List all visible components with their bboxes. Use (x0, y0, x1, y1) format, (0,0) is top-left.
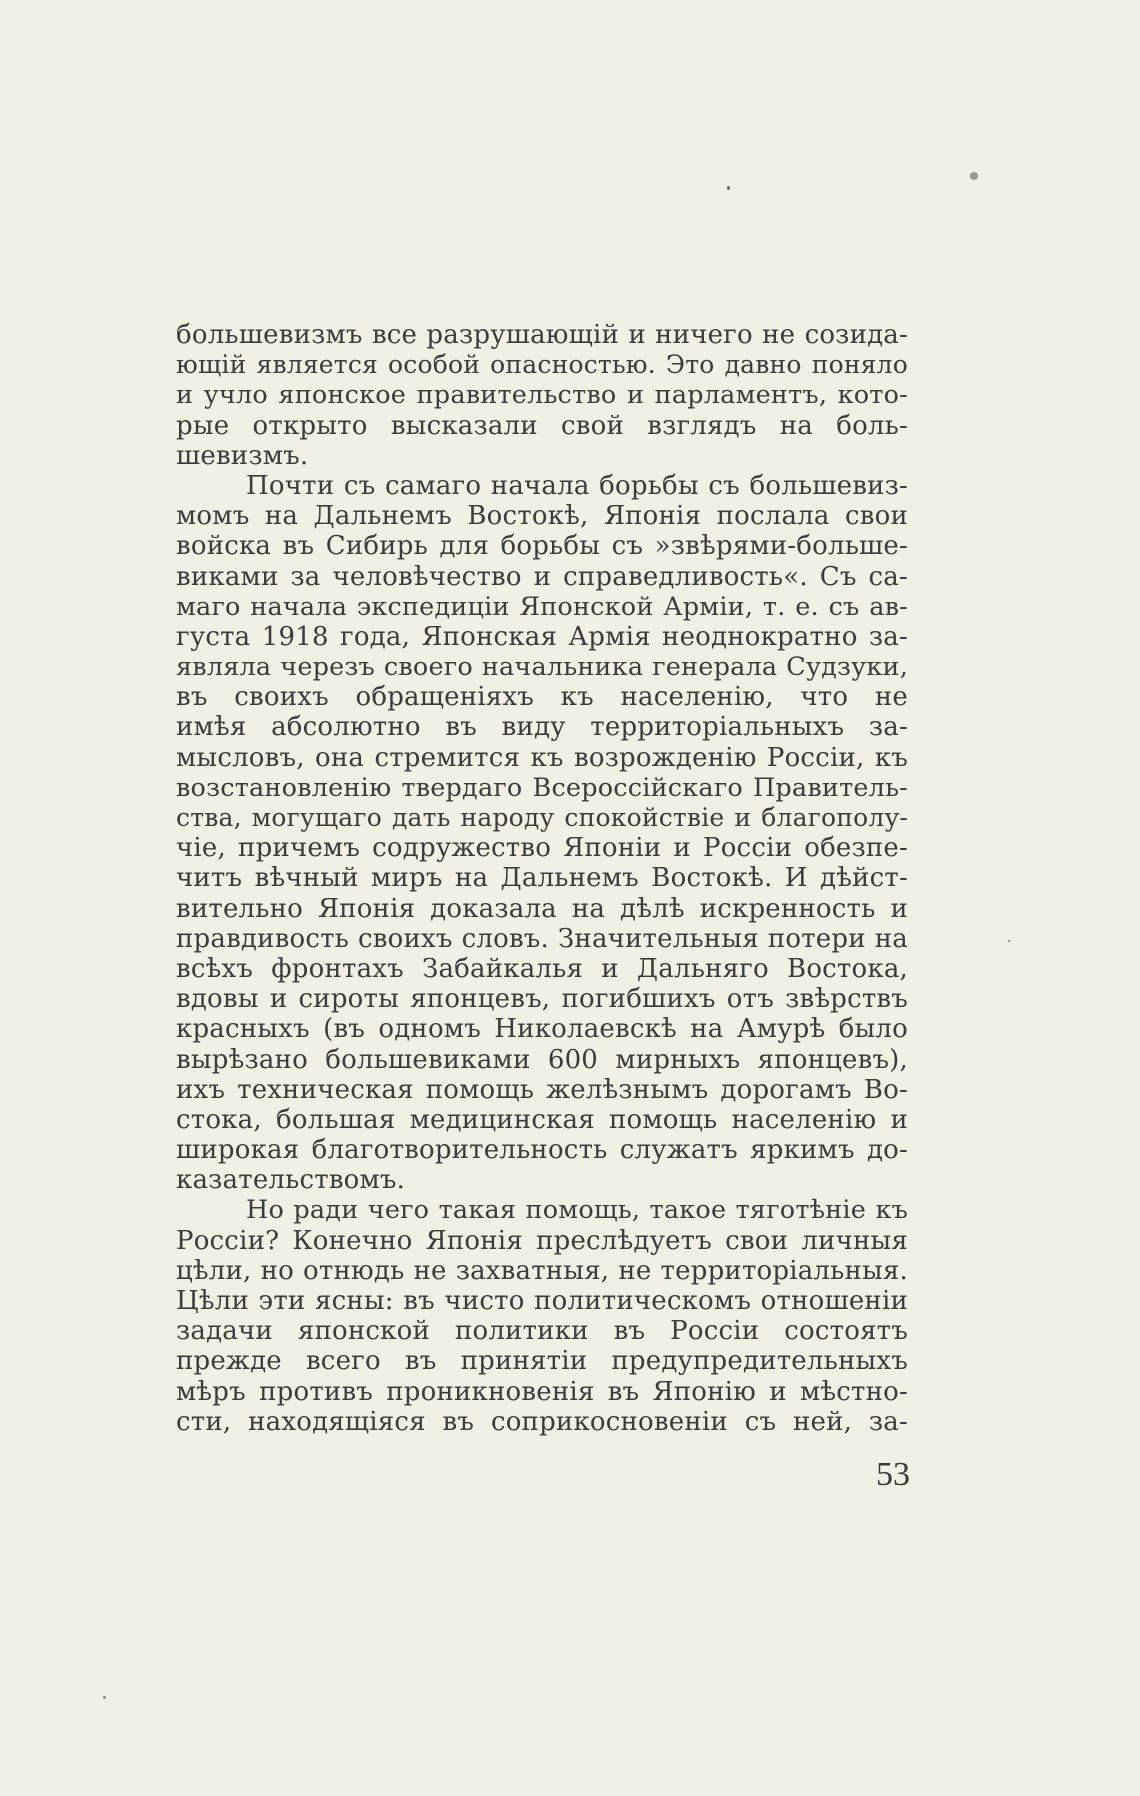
text-line: мысловъ, она стремится къ возрожденію Россіи, къ (176, 742, 908, 773)
text-line: большевизмъ все разрушающій и ничего не созида- (176, 320, 908, 350)
text-line: имѣя абсолютно въ виду территоріальныхъ за- (176, 712, 908, 743)
scan-speck (103, 1696, 106, 1699)
text-line: густа 1918 года, Японская Армія неоднократно за- (176, 621, 908, 652)
text-line: маго начала экспедиціи Японской Арміи, т. е. съ ав- (176, 591, 908, 622)
body-text (176, 320, 908, 1437)
text-line: Почти съ самаго начала борьбы съ большевиз- (246, 470, 908, 501)
text-line: широкая благотворительность служатъ яркимъ до- (176, 1135, 908, 1166)
text-line: ства, могущаго дать народу спокойствіе и благополу- (176, 803, 908, 832)
text-line: прежде всего въ принятіи предупредительныхъ (176, 1346, 908, 1377)
text-line: Россіи? Конечно Японія преслѣдуетъ свои личныя (176, 1225, 908, 1256)
text-line: являла черезъ своего начальника генерала Судзуки, (176, 652, 908, 683)
text-line: казательствомъ. (176, 1165, 406, 1196)
text-line: шевизмъ. (176, 440, 309, 471)
text-line: вдовы и сироты японцевъ, погибшихъ отъ звѣрствъ (176, 984, 908, 1015)
text-line: Цѣли эти ясны: въ чисто политическомъ отношеніи (176, 1286, 908, 1316)
page-number: 53 (876, 1456, 910, 1493)
text-line: всѣхъ фронтахъ Забайкалья и Дальняго Востока, (176, 953, 908, 984)
text-line: чіе, причемъ содружество Японіи и Россіи обезпе- (176, 833, 908, 864)
text-line: вительно Японія доказала на дѣлѣ искренность и (176, 893, 908, 924)
text-line: стока, большая медицинская помощь населенію и (176, 1104, 908, 1135)
text-line: ихъ техническая помощь желѣзнымъ дорогамъ Во- (176, 1074, 908, 1105)
text-line: Но ради чего такая помощь, такое тяготѣніе къ (246, 1195, 908, 1226)
text-line: читъ вѣчный миръ на Дальнемъ Востокѣ. И дѣйст- (176, 863, 908, 894)
text-line: виками за человѣчество и справедливость«. Съ са- (176, 561, 908, 592)
text-line: войска въ Сибирь для борьбы съ »звѣрями-больше- (176, 531, 908, 562)
text-line: рые открыто высказали свой взглядъ на боль- (176, 410, 908, 441)
text-line: момъ на Дальнемъ Востокѣ, Японія послала свои (176, 501, 908, 532)
text-line: и учло японское правительство и парламентъ, кото- (176, 380, 908, 411)
text-line: красныхъ (въ одномъ Николаевскѣ на Амурѣ было (176, 1014, 908, 1045)
text-line: вырѣзано большевиками 600 мирныхъ японцевъ), (176, 1044, 908, 1075)
text-line: задачи японской политики въ Россіи состоятъ (176, 1316, 908, 1347)
scan-speck (970, 172, 978, 180)
text-line: цѣли, но отнюдь не захватныя, не территоріальныя. (176, 1255, 908, 1286)
text-line: мѣръ противъ проникновенія въ Японію и мѣстно- (176, 1376, 908, 1407)
text-line: сти, находящіяся въ соприкосновеніи съ ней, за- (176, 1406, 908, 1437)
text-line: правдивость своихъ словъ. Значительныя потери на (176, 923, 908, 954)
text-line: въ своихъ обращеніяхъ къ населенію, что не (176, 682, 908, 713)
text-line: ющій является особой опасностью. Это давно поняло (176, 350, 908, 380)
scan-speck (727, 186, 730, 190)
text-line: возстановленію твердаго Всероссійскаго Правитель- (176, 772, 908, 803)
scan-speck (1008, 940, 1010, 942)
